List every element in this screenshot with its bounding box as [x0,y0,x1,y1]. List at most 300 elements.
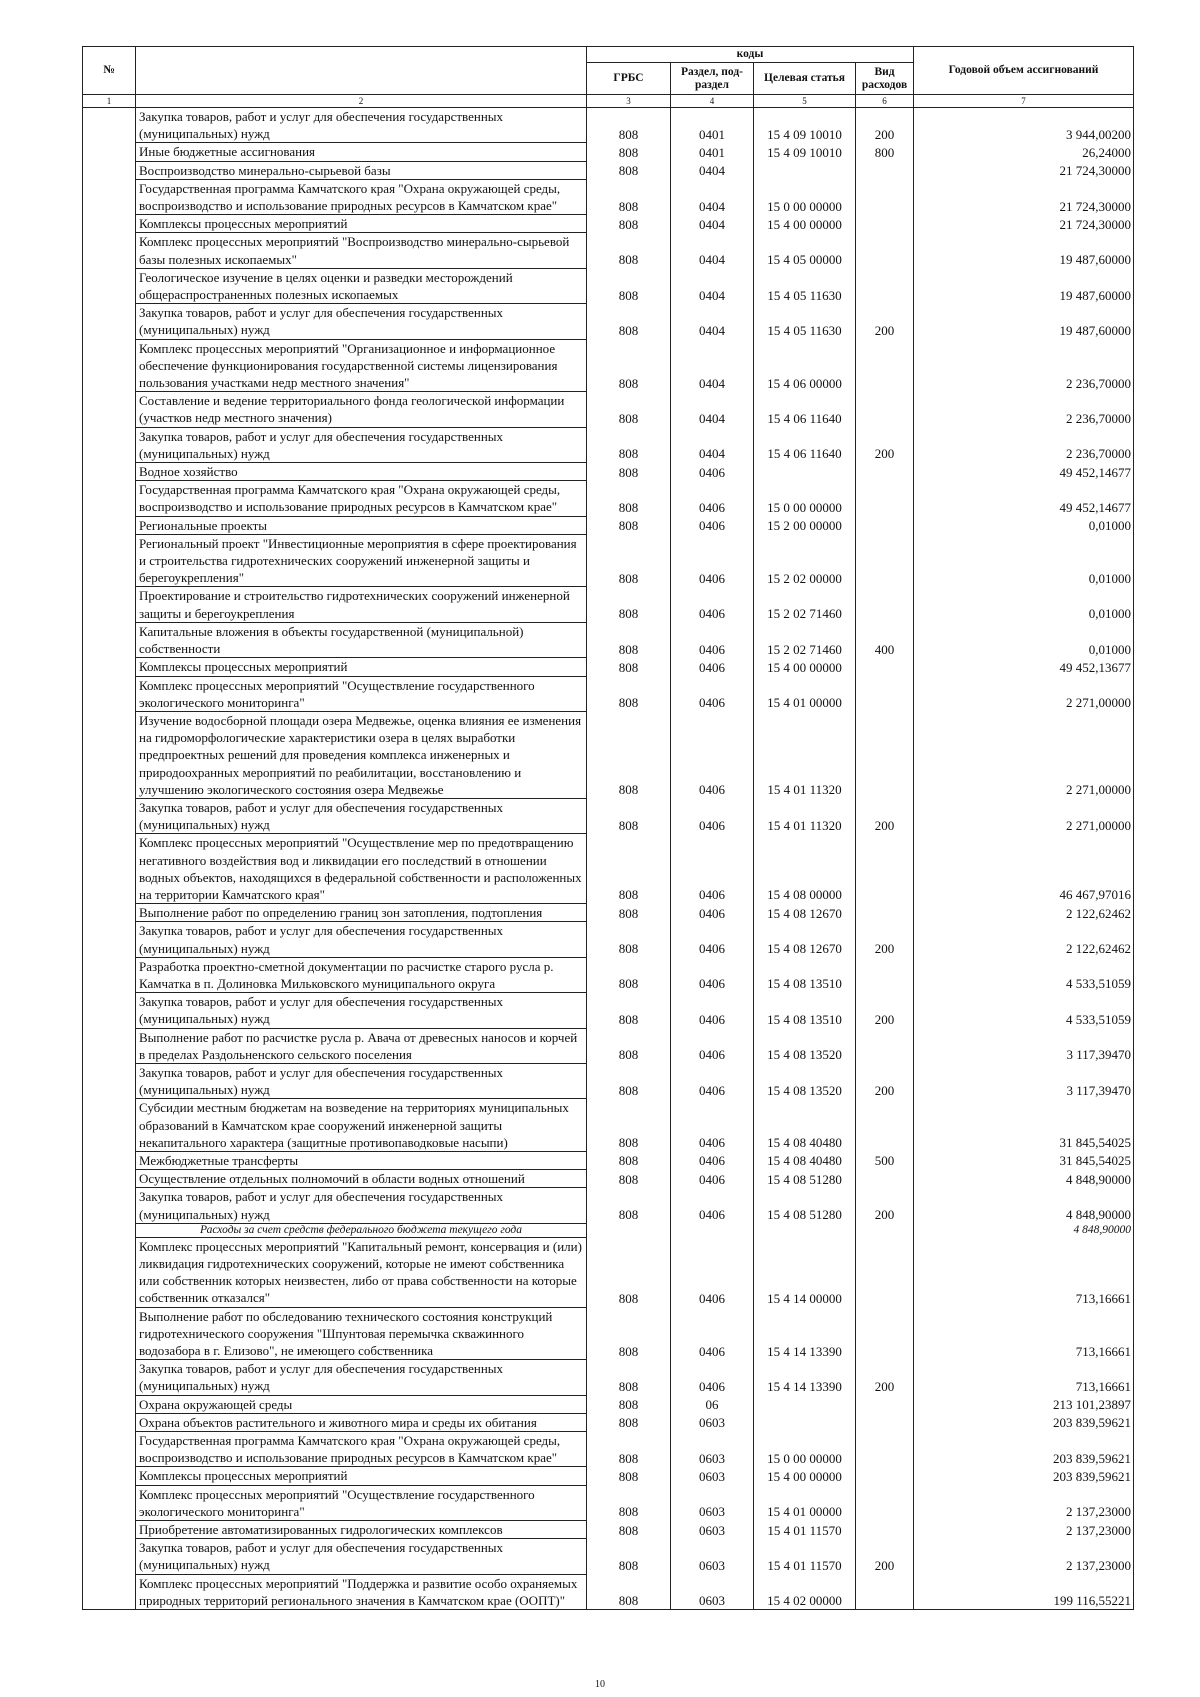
cell-target: 15 4 05 00000 [754,233,856,268]
cell-grbs: 808 [587,179,671,214]
cell-grbs: 808 [587,957,671,992]
cell-no [83,658,136,676]
cell-sum: 203 839,59621 [914,1467,1134,1485]
cell-no [83,1099,136,1152]
cell-grbs: 808 [587,1151,671,1169]
table-row [83,516,1134,534]
cell-no [83,922,136,957]
cell-no [83,587,136,622]
cell-sum: 49 452,14677 [914,463,1134,481]
cell-target: 15 4 08 51280 [754,1188,856,1223]
cell-grbs: 808 [587,1485,671,1520]
cell-no [83,1028,136,1063]
cell-grbs: 808 [587,427,671,462]
table-row [83,798,1134,833]
cell-expense [856,1432,914,1467]
cell-no [83,957,136,992]
cell-section: 0406 [671,658,754,676]
cell-grbs: 808 [587,1574,671,1609]
cell-sum: 2 271,00000 [914,711,1134,798]
cell-no [83,1467,136,1485]
cell-name: Приобретение автоматизированных гидрологических комплексов [136,1521,587,1539]
cell-section: 0406 [671,1063,754,1098]
cell-sum: 2 271,00000 [914,798,1134,833]
table-row [83,268,1134,303]
budget-table [82,46,1134,1610]
cell-expense [856,834,914,904]
cell-target [754,1395,856,1413]
cell-sum: 213 101,23897 [914,1395,1134,1413]
cell-name: Закупка товаров, работ и услуг для обеспечения государственных (муниципальных) нужд [136,1188,587,1223]
cell-name: Проектирование и строительство гидротехнических сооружений инженерной защиты и берегоукрепления [136,587,587,622]
cell-no [83,233,136,268]
cell-grbs: 808 [587,622,671,657]
cell-target: 15 4 00 00000 [754,658,856,676]
cell-target [754,1413,856,1431]
cell-target: 15 4 05 11630 [754,304,856,339]
cell-sum: 19 487,60000 [914,268,1134,303]
cell-section: 0401 [671,143,754,161]
table-row [83,676,1134,711]
cell-expense [856,711,914,798]
header-target: Целевая статья [754,63,856,95]
cell-grbs: 808 [587,1395,671,1413]
cell-section: 0406 [671,834,754,904]
cell-no [83,179,136,214]
cell-section: 0603 [671,1521,754,1539]
header-name [136,47,587,95]
cell-expense [856,1237,914,1307]
cell-sum: 2 137,23000 [914,1521,1134,1539]
cell-section: 0404 [671,392,754,427]
cell-sum: 4 533,51059 [914,993,1134,1028]
cell-no [83,1395,136,1413]
cell-sum: 2 122,62462 [914,922,1134,957]
cell-no [83,339,136,392]
cell-grbs [587,1223,671,1237]
cell-expense: 200 [856,1360,914,1395]
cell-name: Водное хозяйство [136,463,587,481]
cell-expense [856,268,914,303]
funding-note-row [83,1223,1134,1237]
cell-target: 15 4 06 11640 [754,392,856,427]
cell-no [83,304,136,339]
cell-grbs: 808 [587,587,671,622]
cell-section: 0406 [671,1099,754,1152]
cell-no [83,1521,136,1539]
cell-section: 0406 [671,1237,754,1307]
cell-grbs: 808 [587,1063,671,1098]
cell-no [83,711,136,798]
header-codes: коды [587,47,914,63]
table-row [83,1360,1134,1395]
cell-expense [856,904,914,922]
cell-target: 15 0 00 00000 [754,179,856,214]
cell-sum: 2 122,62462 [914,904,1134,922]
cell-section: 0404 [671,179,754,214]
cell-sum: 203 839,59621 [914,1413,1134,1431]
cell-target: 15 4 01 11570 [754,1521,856,1539]
cell-section: 0404 [671,233,754,268]
cell-name: Государственная программа Камчатского края "Охрана окружающей среды, воспроизводство и использование природных ресурсов в Камчатском крае" [136,1432,587,1467]
cell-expense [856,1170,914,1188]
cell-sum: 2 137,23000 [914,1539,1134,1574]
cell-target: 15 4 02 00000 [754,1574,856,1609]
cell-no [83,516,136,534]
cell-sum: 2 236,70000 [914,392,1134,427]
cell-grbs: 808 [587,1539,671,1574]
table-row [83,339,1134,392]
cell-expense: 800 [856,143,914,161]
cell-sum: 4 848,90000 [914,1188,1134,1223]
cell-target: 15 4 09 10010 [754,108,856,143]
cell-expense [856,957,914,992]
table-row [83,711,1134,798]
cell-expense [856,516,914,534]
cell-section: 0603 [671,1574,754,1609]
cell-target: 15 2 02 00000 [754,534,856,587]
cell-name: Комплекс процессных мероприятий "Осуществление государственного экологического мониторинга" [136,1485,587,1520]
table-row [83,658,1134,676]
col-num: 2 [136,95,587,108]
cell-name: Комплекс процессных мероприятий "Капитальный ремонт, консервация и (или) ликвидация гидротехнических сооружений, которые не имеют собственника или собственник которых неизвестен, либо от права собственности на которые собственник отказался" [136,1237,587,1307]
table-row [83,1170,1134,1188]
col-num: 7 [914,95,1134,108]
cell-expense [856,392,914,427]
cell-section: 0404 [671,339,754,392]
cell-name: Воспроизводство минерально-сырьевой базы [136,161,587,179]
cell-expense [856,1307,914,1360]
cell-expense: 200 [856,993,914,1028]
cell-no [83,1170,136,1188]
cell-no [83,1307,136,1360]
cell-section: 0406 [671,1170,754,1188]
cell-target: 15 4 01 11320 [754,798,856,833]
cell-grbs: 808 [587,658,671,676]
cell-name: Комплекс процессных мероприятий "Организационное и информационное обеспечение функционирования государственной системы лицензирования пользования участками недр местного значения" [136,339,587,392]
table-row [83,1395,1134,1413]
cell-section: 0404 [671,304,754,339]
cell-target: 15 4 06 00000 [754,339,856,392]
cell-expense [856,1485,914,1520]
cell-section: 0406 [671,1307,754,1360]
cell-expense [856,1467,914,1485]
cell-grbs: 808 [587,1237,671,1307]
cell-target: 15 4 14 13390 [754,1307,856,1360]
cell-no [83,798,136,833]
table-row [83,1539,1134,1574]
cell-section: 0406 [671,676,754,711]
cell-section: 0406 [671,957,754,992]
table-row [83,993,1134,1028]
cell-no [83,1188,136,1223]
cell-grbs: 808 [587,233,671,268]
cell-sum: 2 271,00000 [914,676,1134,711]
cell-name: Межбюджетные трансферты [136,1151,587,1169]
header-grbs: ГРБС [587,63,671,95]
table-row [83,904,1134,922]
cell-no [83,676,136,711]
cell-grbs: 808 [587,1099,671,1152]
cell-section: 0406 [671,904,754,922]
cell-name: Государственная программа Камчатского края "Охрана окружающей среды, воспроизводство и использование природных ресурсов в Камчатском крае" [136,481,587,516]
table-row [83,481,1134,516]
cell-name: Комплекс процессных мероприятий "Осуществление мер по предотвращению негативного воздействия вод и ликвидации его последствий в отношении водных объектов, находящихся в федеральной собственности и расположенных на территории Камчатского края" [136,834,587,904]
cell-grbs: 808 [587,392,671,427]
cell-target: 15 4 06 11640 [754,427,856,462]
cell-name: Разработка проектно-сметной документации по расчистке старого русла р. Камчатка в п. Долиновка Мильковского муниципального округа [136,957,587,992]
cell-no [83,622,136,657]
cell-grbs: 808 [587,161,671,179]
cell-name: Закупка товаров, работ и услуг для обеспечения государственных (муниципальных) нужд [136,304,587,339]
cell-section: 0406 [671,798,754,833]
cell-name: Комплекс процессных мероприятий "Осуществление государственного экологического мониторинга" [136,676,587,711]
budget-rows [83,108,1134,1610]
cell-name: Выполнение работ по обследованию технического состояния конструкций гидротехнического сооружения "Шпунтовая перемычка скважинного водозабора в г. Елизово", не имеющего собственника [136,1307,587,1360]
cell-grbs: 808 [587,1360,671,1395]
col-num: 4 [671,95,754,108]
cell-name: Субсидии местным бюджетам на возведение на территориях муниципальных образований в Камчатском крае сооружений инженерной защиты некапитального характера (защитные противопаводковые насыпи) [136,1099,587,1152]
cell-expense: 200 [856,1063,914,1098]
cell-grbs: 808 [587,339,671,392]
cell-expense [856,1223,914,1237]
cell-no [83,1485,136,1520]
cell-grbs: 808 [587,143,671,161]
table-row [83,427,1134,462]
cell-expense: 200 [856,304,914,339]
cell-section: 0406 [671,481,754,516]
header-expense: Вид расходов [856,63,914,95]
cell-target: 15 2 00 00000 [754,516,856,534]
cell-expense [856,233,914,268]
cell-section: 0406 [671,1188,754,1223]
cell-no [83,834,136,904]
cell-target: 15 2 02 71460 [754,587,856,622]
cell-section: 0603 [671,1467,754,1485]
cell-sum: 713,16661 [914,1307,1134,1360]
cell-sum: 0,01000 [914,622,1134,657]
cell-section: 0406 [671,463,754,481]
table-row [83,108,1134,143]
cell-grbs: 808 [587,993,671,1028]
page-number: 10 [595,1679,605,1690]
cell-no [83,1237,136,1307]
cell-grbs: 808 [587,1413,671,1431]
cell-target: 15 4 00 00000 [754,215,856,233]
cell-name: Иные бюджетные ассигнования [136,143,587,161]
col-num: 1 [83,95,136,108]
cell-target: 15 4 08 51280 [754,1170,856,1188]
cell-target: 15 4 08 13510 [754,993,856,1028]
cell-no [83,1063,136,1098]
cell-section: 0603 [671,1432,754,1467]
cell-section [671,1223,754,1237]
cell-grbs: 808 [587,1307,671,1360]
cell-name: Закупка товаров, работ и услуг для обеспечения государственных (муниципальных) нужд [136,993,587,1028]
cell-sum: 49 452,14677 [914,481,1134,516]
cell-name: Закупка товаров, работ и услуг для обеспечения государственных (муниципальных) нужд [136,1063,587,1098]
cell-grbs: 808 [587,1432,671,1467]
cell-sum: 713,16661 [914,1237,1134,1307]
table-row [83,463,1134,481]
table-row [83,922,1134,957]
cell-no [83,993,136,1028]
cell-expense: 200 [856,427,914,462]
cell-name: Региональные проекты [136,516,587,534]
cell-no [83,463,136,481]
cell-no [83,1151,136,1169]
table-row [83,1432,1134,1467]
cell-section: 0406 [671,622,754,657]
cell-target: 15 4 08 40480 [754,1099,856,1152]
cell-grbs: 808 [587,463,671,481]
col-num: 5 [754,95,856,108]
cell-name: Региональный проект "Инвестиционные мероприятия в сфере проектирования и строительства гидротехнических сооружений инженерной защиты и берегоукрепления" [136,534,587,587]
cell-sum: 0,01000 [914,534,1134,587]
cell-target: 15 4 01 00000 [754,676,856,711]
cell-grbs: 808 [587,1028,671,1063]
cell-target: 15 4 14 13390 [754,1360,856,1395]
cell-target: 15 4 09 10010 [754,143,856,161]
header-volume: Годовой объем ассигнований [914,47,1134,95]
cell-target: 15 4 01 00000 [754,1485,856,1520]
cell-section: 0603 [671,1539,754,1574]
cell-section: 0401 [671,108,754,143]
cell-section: 0603 [671,1413,754,1431]
cell-name: Закупка товаров, работ и услуг для обеспечения государственных (муниципальных) нужд [136,1360,587,1395]
cell-name: Закупка товаров, работ и услуг для обеспечения государственных (муниципальных) нужд [136,1539,587,1574]
cell-sum: 2 137,23000 [914,1485,1134,1520]
cell-section: 0406 [671,1028,754,1063]
cell-sum: 2 236,70000 [914,339,1134,392]
cell-expense: 500 [856,1151,914,1169]
cell-fed-label: Расходы за счет средств федерального бюджета текущего года [136,1223,587,1237]
cell-name: Комплексы процессных мероприятий [136,658,587,676]
table-row [83,1307,1134,1360]
cell-no [83,1360,136,1395]
cell-grbs: 808 [587,676,671,711]
cell-sum: 21 724,30000 [914,215,1134,233]
table-row [83,1063,1134,1098]
cell-expense [856,1099,914,1152]
cell-no [83,268,136,303]
cell-name: Выполнение работ по определению границ зон затопления, подтопления [136,904,587,922]
cell-section: 0404 [671,215,754,233]
table-row [83,179,1134,214]
cell-expense [856,1028,914,1063]
col-num: 3 [587,95,671,108]
cell-section: 0404 [671,161,754,179]
cell-sum: 3 944,00200 [914,108,1134,143]
cell-no [83,534,136,587]
cell-name: Составление и ведение территориального фонда геологической информации (участков недр местного значения) [136,392,587,427]
cell-target [754,1223,856,1237]
cell-no [83,1413,136,1431]
cell-name: Комплексы процессных мероприятий [136,215,587,233]
cell-grbs: 808 [587,711,671,798]
cell-name: Закупка товаров, работ и услуг для обеспечения государственных (муниципальных) нужд [136,922,587,957]
table-row [83,622,1134,657]
cell-name: Закупка товаров, работ и услуг для обеспечения государственных (муниципальных) нужд [136,798,587,833]
table-row [83,1574,1134,1609]
table-row [83,534,1134,587]
cell-name: Охрана объектов растительного и животного мира и среды их обитания [136,1413,587,1431]
cell-no [83,1432,136,1467]
table-row [83,1485,1134,1520]
cell-expense: 200 [856,1539,914,1574]
cell-name: Геологическое изучение в целях оценки и разведки месторождений общераспространенных полезных ископаемых [136,268,587,303]
cell-sum: 0,01000 [914,587,1134,622]
cell-name: Комплекс процессных мероприятий "Поддержка и развитие особо охраняемых природных территорий регионального значения в Камчатском крае (ООПТ)" [136,1574,587,1609]
table-row [83,834,1134,904]
table-row [83,587,1134,622]
cell-no [83,427,136,462]
table-row [83,161,1134,179]
cell-expense [856,339,914,392]
cell-grbs: 808 [587,904,671,922]
cell-no [83,161,136,179]
cell-target: 15 4 08 40480 [754,1151,856,1169]
cell-no [83,1223,136,1237]
cell-section: 0406 [671,1151,754,1169]
cell-grbs: 808 [587,1188,671,1223]
cell-expense [856,215,914,233]
cell-target: 15 2 02 71460 [754,622,856,657]
cell-expense: 200 [856,108,914,143]
table-row [83,1028,1134,1063]
cell-expense [856,481,914,516]
cell-grbs: 808 [587,1521,671,1539]
cell-sum: 713,16661 [914,1360,1134,1395]
cell-target: 15 4 08 12670 [754,904,856,922]
cell-expense: 200 [856,798,914,833]
cell-name: Комплексы процессных мероприятий [136,1467,587,1485]
cell-name: Государственная программа Камчатского края "Охрана окружающей среды, воспроизводство и использование природных ресурсов в Камчатском крае" [136,179,587,214]
cell-sum: 49 452,13677 [914,658,1134,676]
col-num: 6 [856,95,914,108]
header-no: № [83,47,136,95]
cell-grbs: 808 [587,834,671,904]
budget-table-container [82,46,1133,1610]
cell-section: 0406 [671,1360,754,1395]
cell-sum: 4 848,90000 [914,1223,1134,1237]
cell-name: Выполнение работ по расчистке русла р. Авача от древесных наносов и корчей в пределах Раздольненского сельского поселения [136,1028,587,1063]
cell-target [754,161,856,179]
cell-no [83,481,136,516]
cell-sum: 19 487,60000 [914,233,1134,268]
cell-no [83,215,136,233]
cell-grbs: 808 [587,268,671,303]
cell-target: 15 4 05 11630 [754,268,856,303]
cell-expense [856,1413,914,1431]
table-row [83,1237,1134,1307]
cell-expense [856,676,914,711]
cell-no [83,1574,136,1609]
table-row [83,957,1134,992]
cell-target [754,463,856,481]
cell-sum: 46 467,97016 [914,834,1134,904]
table-row [83,1151,1134,1169]
cell-no [83,904,136,922]
cell-section: 0404 [671,268,754,303]
cell-sum: 4 848,90000 [914,1170,1134,1188]
cell-target: 15 0 00 00000 [754,481,856,516]
cell-sum: 21 724,30000 [914,161,1134,179]
cell-name: Изучение водосборной площади озера Медвежье, оценка влияния ее изменения на гидроморфологические характеристики озера в целях выработки предпроектных решений для проведения комплекса инженерных и природоохранных мероприятий по реабилитации, восстановлению и улучшению экологического состояния озера Медвежье [136,711,587,798]
cell-grbs: 808 [587,304,671,339]
cell-name: Охрана окружающей среды [136,1395,587,1413]
cell-expense: 200 [856,1188,914,1223]
